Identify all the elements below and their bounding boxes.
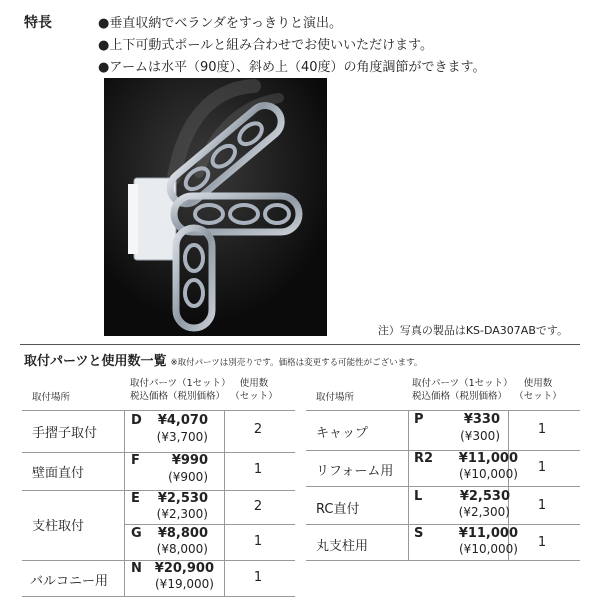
right-table-rule bbox=[306, 560, 580, 561]
right-row-3-price: ¥2,530 bbox=[459, 489, 510, 504]
right-row-2-price: ¥11,000 bbox=[458, 451, 518, 466]
right-row-4-taxex: (¥10,000) bbox=[459, 542, 518, 556]
left-row-4-code: G bbox=[131, 526, 142, 541]
left-row-2-price: ¥990 bbox=[171, 453, 208, 468]
left-row-1-qty: 2 bbox=[253, 422, 263, 437]
parts-note: ※取付パーツは別売りです。価格は変更する可能性がございます。 bbox=[170, 358, 423, 368]
right-header-part-1: 取付パーツ（1セット） bbox=[412, 378, 513, 389]
features-label: 特長 bbox=[24, 15, 52, 31]
left-row-2-taxex: (¥900) bbox=[168, 470, 208, 484]
left-row-3-taxex: (¥2,300) bbox=[156, 507, 208, 521]
left-row-4-price: ¥8,800 bbox=[157, 526, 208, 541]
left-row-3-price: ¥2,530 bbox=[157, 491, 208, 506]
left-table-rule bbox=[22, 452, 295, 453]
left-table-divider bbox=[224, 410, 225, 596]
feature-line-1: ●垂直収納でベランダをすっきりと演出。 bbox=[98, 16, 343, 31]
left-row-1-price: ¥4,070 bbox=[157, 413, 208, 428]
parts-heading bbox=[24, 350, 422, 369]
right-row-1-qty: 1 bbox=[537, 422, 547, 437]
left-header-qty-2: （セット） bbox=[230, 391, 278, 402]
right-row-3-code: L bbox=[414, 489, 423, 504]
left-row-5-price: ¥20,900 bbox=[154, 561, 214, 576]
right-header-qty-1: 使用数 bbox=[523, 378, 553, 389]
left-row-5-place: バルコニー用 bbox=[30, 574, 109, 589]
right-header-place: 取付場所 bbox=[316, 392, 355, 403]
left-row-2-place: 壁面直付 bbox=[32, 466, 85, 481]
left-table-rule bbox=[22, 596, 295, 597]
right-table-rule bbox=[306, 524, 580, 525]
right-row-1-price: ¥330 bbox=[463, 412, 500, 427]
feature-line-2: ●上下可動式ポールと組み合わせでお使いいただけます。 bbox=[98, 38, 434, 53]
section-divider bbox=[20, 344, 580, 345]
right-row-3-qty: 1 bbox=[537, 498, 547, 513]
right-row-2-qty: 1 bbox=[537, 460, 547, 475]
left-table-rule bbox=[124, 524, 295, 525]
left-row-5-taxex: (¥19,000) bbox=[155, 577, 214, 591]
left-row-3-place: 支柱取付 bbox=[32, 519, 85, 534]
left-row-5-code: N bbox=[131, 561, 142, 576]
left-row-3-code: E bbox=[131, 491, 140, 506]
right-row-1-place: キャップ bbox=[316, 426, 369, 441]
left-row-3-qty: 2 bbox=[253, 499, 263, 514]
left-row-4-taxex: (¥8,000) bbox=[156, 542, 208, 556]
right-header-part-2: 税込価格（税別価格） bbox=[412, 391, 508, 402]
drying-arm-illustration bbox=[104, 78, 327, 336]
right-table-rule bbox=[306, 410, 580, 411]
parts-title: 取付パーツと使用数一覧 bbox=[24, 354, 167, 369]
left-row-1-code: D bbox=[131, 413, 142, 428]
right-row-4-qty: 1 bbox=[537, 535, 547, 550]
right-row-1-taxex: (¥300) bbox=[460, 429, 500, 443]
right-header-qty-2: （セット） bbox=[514, 391, 562, 402]
left-row-4-qty: 1 bbox=[253, 534, 263, 549]
right-row-4-place: 丸支柱用 bbox=[316, 539, 369, 554]
product-photo bbox=[104, 78, 327, 336]
left-header-place: 取付場所 bbox=[32, 392, 71, 403]
left-table-rule bbox=[22, 410, 295, 411]
left-row-1-taxex: (¥3,700) bbox=[156, 430, 208, 444]
right-row-3-taxex: (¥2,300) bbox=[458, 505, 510, 519]
feature-line-3: ●アームは水平（90度）、斜め上（40度）の角度調節ができます。 bbox=[98, 60, 486, 75]
right-row-2-code: R2 bbox=[414, 451, 434, 466]
right-row-4-price: ¥11,000 bbox=[458, 526, 518, 541]
right-row-2-taxex: (¥10,000) bbox=[459, 467, 518, 481]
left-header-part-1: 取付パーツ（1セット） bbox=[130, 378, 231, 389]
left-row-1-place: 手摺子取付 bbox=[32, 426, 98, 441]
right-table-rule bbox=[306, 450, 580, 451]
right-row-1-code: P bbox=[414, 412, 424, 427]
left-header-part-2: 税込価格（税別価格） bbox=[130, 391, 226, 402]
left-table-divider bbox=[124, 410, 125, 596]
right-row-2-place: リフォーム用 bbox=[316, 464, 394, 479]
right-row-4-code: S bbox=[414, 526, 424, 541]
right-row-3-place: RC直付 bbox=[316, 502, 360, 517]
left-row-2-code: F bbox=[131, 453, 140, 468]
right-table-divider bbox=[408, 410, 409, 560]
right-table-rule bbox=[306, 486, 580, 487]
left-row-2-qty: 1 bbox=[253, 462, 263, 477]
left-row-5-qty: 1 bbox=[253, 570, 263, 585]
photo-note: 注）写真の製品はKS-DA307ABです。 bbox=[377, 324, 568, 337]
left-header-qty-1: 使用数 bbox=[239, 378, 269, 389]
